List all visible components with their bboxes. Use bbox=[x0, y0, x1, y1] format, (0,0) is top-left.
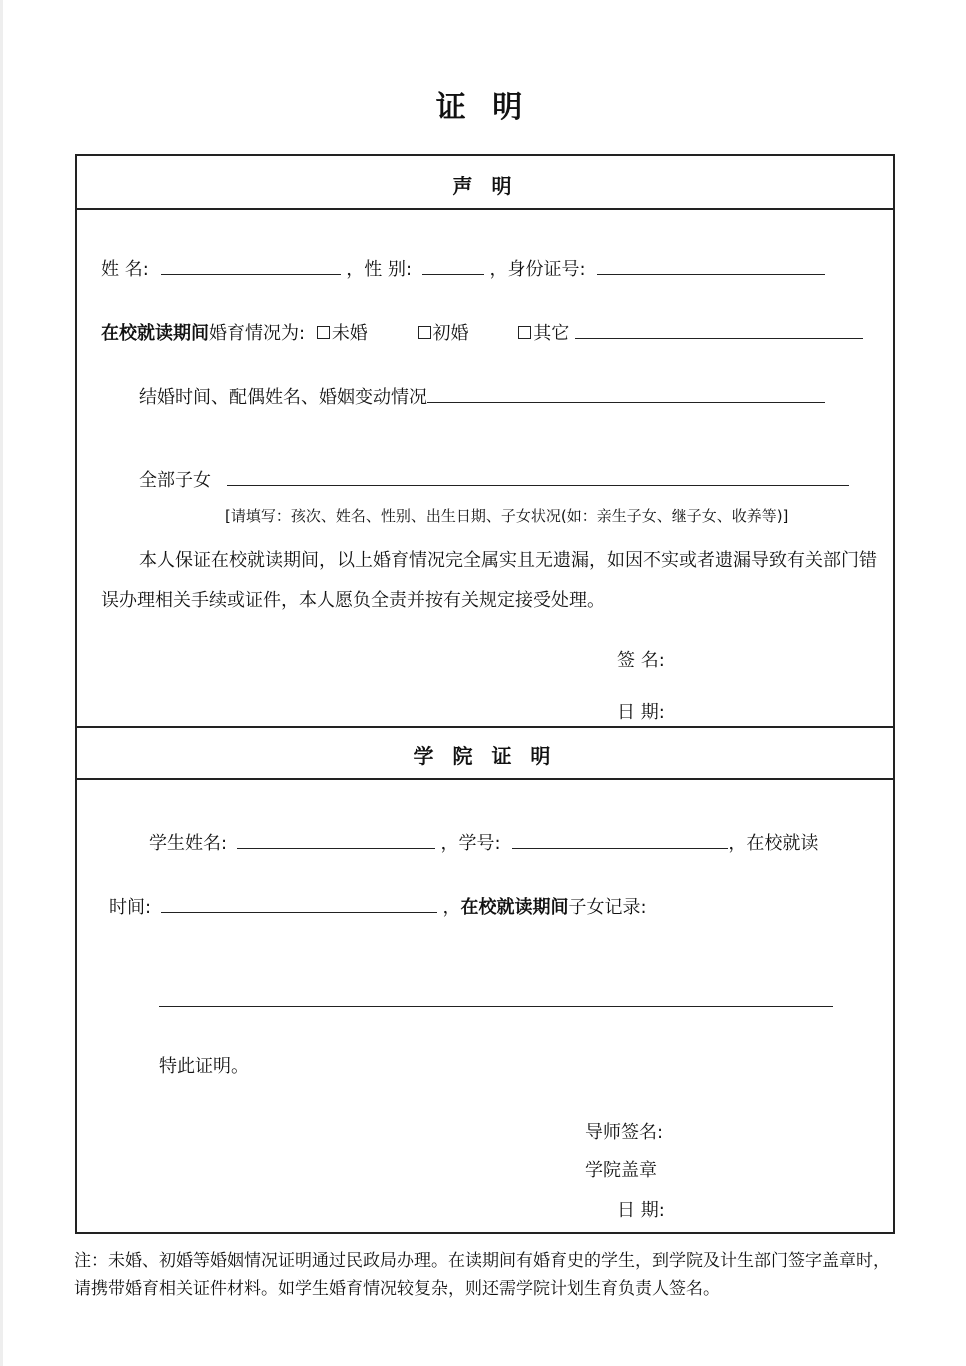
name-field[interactable] bbox=[161, 254, 341, 275]
gender-label: ，性 别: bbox=[346, 259, 413, 280]
children-record-label: 子女记录: bbox=[568, 897, 647, 918]
college-date-label: 日 期: bbox=[617, 1200, 665, 1221]
marriage-info-field[interactable] bbox=[427, 382, 825, 403]
option-unmarried[interactable]: 未婚 bbox=[317, 323, 368, 344]
study-time-field[interactable] bbox=[161, 892, 437, 913]
document-title: 证 明 bbox=[435, 90, 531, 125]
children-record-field[interactable] bbox=[159, 1006, 833, 1007]
option-first-marriage[interactable]: 初婚 bbox=[418, 323, 469, 344]
option-other[interactable]: 其它 bbox=[518, 323, 569, 344]
page-edge bbox=[0, 0, 3, 1366]
name-label: 姓 名: bbox=[101, 259, 149, 280]
children-row bbox=[139, 465, 849, 492]
marital-status-label: 婚育情况为: bbox=[209, 323, 306, 344]
checkbox-icon[interactable] bbox=[418, 326, 431, 339]
student-id-field[interactable] bbox=[512, 828, 728, 849]
student-name-field[interactable] bbox=[237, 828, 435, 849]
study-label: ，在校就读 bbox=[728, 833, 819, 854]
checkbox-icon[interactable] bbox=[317, 326, 330, 339]
children-label: 全部子女 bbox=[139, 470, 211, 491]
declaration-heading: 声 明 bbox=[452, 174, 518, 198]
certify-text: 特此证明。 bbox=[159, 1056, 249, 1077]
advisor-signature-label: 导师签名: bbox=[585, 1122, 664, 1143]
study-period-label: 在校就读期间 bbox=[460, 897, 569, 918]
study-period-label: 在校就读期间 bbox=[101, 323, 209, 344]
divider bbox=[77, 208, 893, 210]
comma: ， bbox=[442, 897, 461, 918]
children-hint: [请填写：孩次、姓名、性别、出生日期、子女状况(如：亲生子女、继子女、收养等)] bbox=[225, 507, 789, 525]
id-number-label: ，身份证号: bbox=[489, 259, 586, 280]
pledge-paragraph: 本人保证在校就读期间，以上婚育情况完全属实且无遗漏，如因不实或者遗漏导致有关部门错误办理相关手续或证件，本人愿负全责并按有关规定接受处理。 bbox=[101, 550, 877, 611]
student-name-label: 学生姓名: bbox=[149, 833, 228, 854]
footnote: 注：未婚、初婚等婚姻情况证明通过民政局办理。在读期间有婚育史的学生，到学院及计生部门签字盖章时，请携带婚育相关证件材料。如学生婚育情况较复杂，则还需学院计划生育负责人签名。 bbox=[74, 1251, 890, 1299]
student-info-row bbox=[149, 828, 818, 855]
time-label: 时间: bbox=[109, 897, 152, 918]
children-field[interactable] bbox=[227, 465, 849, 486]
college-heading: 学 院 证 明 bbox=[413, 744, 557, 768]
marital-status-row bbox=[101, 318, 863, 345]
marriage-info-row bbox=[139, 382, 825, 409]
college-seal-label: 学院盖章 bbox=[585, 1160, 657, 1181]
signature-label: 签 名: bbox=[617, 650, 665, 671]
student-id-label: ，学号: bbox=[440, 833, 501, 854]
study-time-row bbox=[109, 892, 647, 919]
other-field[interactable] bbox=[575, 318, 863, 339]
divider bbox=[77, 726, 893, 728]
identity-row bbox=[101, 254, 825, 281]
form-frame bbox=[75, 154, 895, 1234]
marriage-info-label: 结婚时间、配偶姓名、婚姻变动情况 bbox=[139, 387, 427, 408]
declaration-date-label: 日 期: bbox=[617, 702, 665, 723]
id-number-field[interactable] bbox=[597, 254, 825, 275]
checkbox-icon[interactable] bbox=[518, 326, 531, 339]
gender-field[interactable] bbox=[422, 254, 484, 275]
divider bbox=[77, 778, 893, 780]
